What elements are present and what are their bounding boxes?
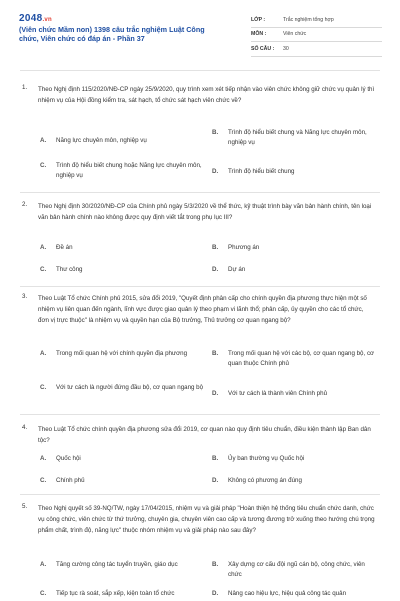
option-letter: C.	[40, 162, 47, 169]
option-a[interactable]	[40, 243, 210, 255]
option-d[interactable]	[212, 167, 382, 179]
option-letter: B.	[212, 455, 219, 462]
option-text: Ủy ban thường vụ Quốc hội	[228, 455, 305, 462]
option-text: Đề án	[56, 244, 73, 251]
option-a[interactable]	[40, 560, 210, 582]
option-c[interactable]	[40, 265, 210, 277]
option-text: Năng lực chuyên môn, nghiệp vụ	[56, 137, 147, 144]
option-text: Nâng cao hiệu lực, hiệu quả công tác quản	[228, 590, 347, 597]
option-letter: D.	[212, 590, 219, 597]
meta-value: Viên chức	[283, 31, 307, 38]
option-text: Thư công	[56, 266, 83, 273]
meta-value: 30	[283, 45, 289, 52]
option-letter: D.	[212, 266, 219, 273]
option-text: Dự án	[228, 266, 246, 273]
meta-key: MÔN :	[251, 31, 267, 38]
option-d[interactable]	[212, 589, 382, 601]
question-number: 1.	[22, 84, 28, 91]
question-2	[0, 201, 400, 286]
meta-row	[251, 42, 382, 57]
meta-value: Trắc nghiệm tổng hợp	[283, 16, 334, 23]
question-text: Theo Nghị quyết số 39-NQ/TW, ngày 17/04/2015, nhiệm vụ và giải pháp "Hoàn thiện hệ thống tiêu chuẩn chức danh, chức vụ công chức, viên chức từ thứ trưởng, chuyên gia, chuyên viên cao cấp và tương đương trở xuống theo hướng chú trọng phẩm chất, trình độ, năng lực" thuộc nhóm nhiệm vụ và giải pháp nào sau đây?	[38, 505, 375, 534]
question-text: Theo Luật Tổ chức chính quyền địa phương sửa đổi 2019, cơ quan nào quy định tiêu chuẩn, điều kiện thành lập Ban dân tộc?	[38, 426, 371, 444]
meta-key: LỚP :	[251, 16, 266, 23]
option-letter: A.	[40, 137, 47, 144]
option-letter: B.	[212, 350, 219, 357]
option-letter: D.	[212, 477, 219, 484]
option-text: Trong mối quan hệ với chính quyền địa phương	[56, 350, 188, 357]
option-letter: C.	[40, 384, 47, 391]
option-letter: A.	[40, 455, 47, 462]
question-divider	[20, 494, 380, 495]
option-c[interactable]	[40, 589, 210, 601]
option-b[interactable]	[212, 560, 382, 582]
meta-row	[251, 28, 382, 43]
question-number: 3.	[22, 293, 28, 300]
option-d[interactable]	[212, 265, 382, 277]
option-b[interactable]	[212, 349, 382, 371]
option-c[interactable]	[40, 383, 210, 405]
meta-row	[251, 13, 382, 28]
option-b[interactable]	[212, 454, 382, 466]
option-text: Quốc hội	[56, 455, 81, 462]
option-a[interactable]	[40, 349, 210, 371]
option-letter: B.	[212, 244, 219, 251]
option-letter: C.	[40, 477, 47, 484]
option-letter: C.	[40, 590, 47, 597]
question-number: 5.	[22, 503, 28, 510]
question-text: Theo Nghị định 115/2020/NĐ-CP ngày 25/9/2020, quy trình xem xét tiếp nhận vào viên chức không giữ chức vụ quản lý thì nhiệm vụ của Hội đồng kiểm tra, sát hạch, tổ chức sát hạch viên chức về?	[38, 86, 375, 104]
question-text: Theo Luật Tổ chức Chính phủ 2015, sửa đổi 2019, "Quyết định phân cấp cho chính quyền địa phương thực hiện một số nhiệm vụ liên quan đến ngành, lĩnh vực được giao quản lý theo phạm vi lãnh thổ; phân cấp, ủy quyền cho các tổ chức, đơn vị trực thuộc" là nhiệm vụ và quyền hạn của Bộ trưởng, Thủ trưởng cơ quan ngang bộ?	[38, 295, 367, 324]
option-letter: A.	[40, 350, 47, 357]
option-d[interactable]	[212, 389, 382, 401]
option-text: Với tư cách là thành viên Chính phủ	[228, 390, 328, 397]
option-a[interactable]	[40, 454, 210, 466]
option-letter: A.	[40, 244, 47, 251]
question-divider	[20, 192, 380, 193]
option-text: Xây dựng cơ cấu đội ngũ cán bộ, công chức, viên chức	[228, 561, 365, 578]
question-number: 2.	[22, 201, 28, 208]
option-text: Tăng cường công tác tuyển truyền, giáo dục	[56, 561, 178, 568]
meta-table	[251, 13, 382, 57]
option-b[interactable]	[212, 128, 382, 150]
option-text: Không có phương án đúng	[228, 477, 302, 484]
option-letter: D.	[212, 168, 219, 175]
option-a[interactable]	[40, 136, 210, 148]
option-text: Phương án	[228, 244, 260, 251]
header-divider	[20, 70, 380, 71]
site-logo[interactable]	[19, 13, 52, 24]
option-text: Trong mối quan hệ với các bộ, cơ quan ngang bộ, cơ quan thuộc Chính phủ	[228, 350, 375, 367]
option-letter: B.	[212, 129, 219, 136]
option-text: Trình độ hiểu biết chung hoặc Năng lực chuyên môn, nghiệp vụ	[56, 162, 202, 179]
question-divider	[20, 414, 380, 415]
option-d[interactable]	[212, 476, 382, 488]
option-c[interactable]	[40, 161, 210, 183]
option-letter: B.	[212, 561, 219, 568]
question-text: Theo Nghị định 30/2020/NĐ-CP của Chính phủ ngày 5/3/2020 về thể thức, kỹ thuật trình bày văn bản hành chính, tên loại văn bản hành chính nào không được quy định viết tắt trong phụ lục III?	[38, 203, 372, 221]
question-number: 4.	[22, 424, 28, 431]
logo-number: 2048	[19, 13, 43, 24]
option-text: Trình độ hiểu biết chung và Năng lực chuyên môn, nghiệp vụ	[228, 129, 367, 146]
option-letter: D.	[212, 390, 219, 397]
question-5	[0, 503, 400, 600]
option-text: Chính phủ	[56, 477, 85, 484]
question-4	[0, 424, 400, 504]
question-divider	[20, 286, 380, 287]
logo-domain: .vn	[42, 17, 53, 23]
option-letter: A.	[40, 561, 47, 568]
option-text: Với tư cách là người đứng đầu bộ, cơ quan ngang bộ	[56, 384, 204, 391]
option-b[interactable]	[212, 243, 382, 255]
option-text: Trình độ hiểu biết chung	[228, 168, 295, 175]
option-text: Tiếp tục rà soát, sắp xếp, kiện toàn tổ chức	[56, 590, 175, 597]
option-c[interactable]	[40, 476, 210, 488]
option-letter: C.	[40, 266, 47, 273]
document-title: (Viên chức Mầm non) 1398 câu trắc nghiệm Luật Công chức, Viên chức có đáp án - Phần 37	[19, 25, 205, 44]
question-1	[0, 84, 400, 189]
question-3	[0, 293, 400, 433]
meta-key: SỐ CÂU :	[251, 45, 275, 52]
document-header	[0, 0, 400, 60]
